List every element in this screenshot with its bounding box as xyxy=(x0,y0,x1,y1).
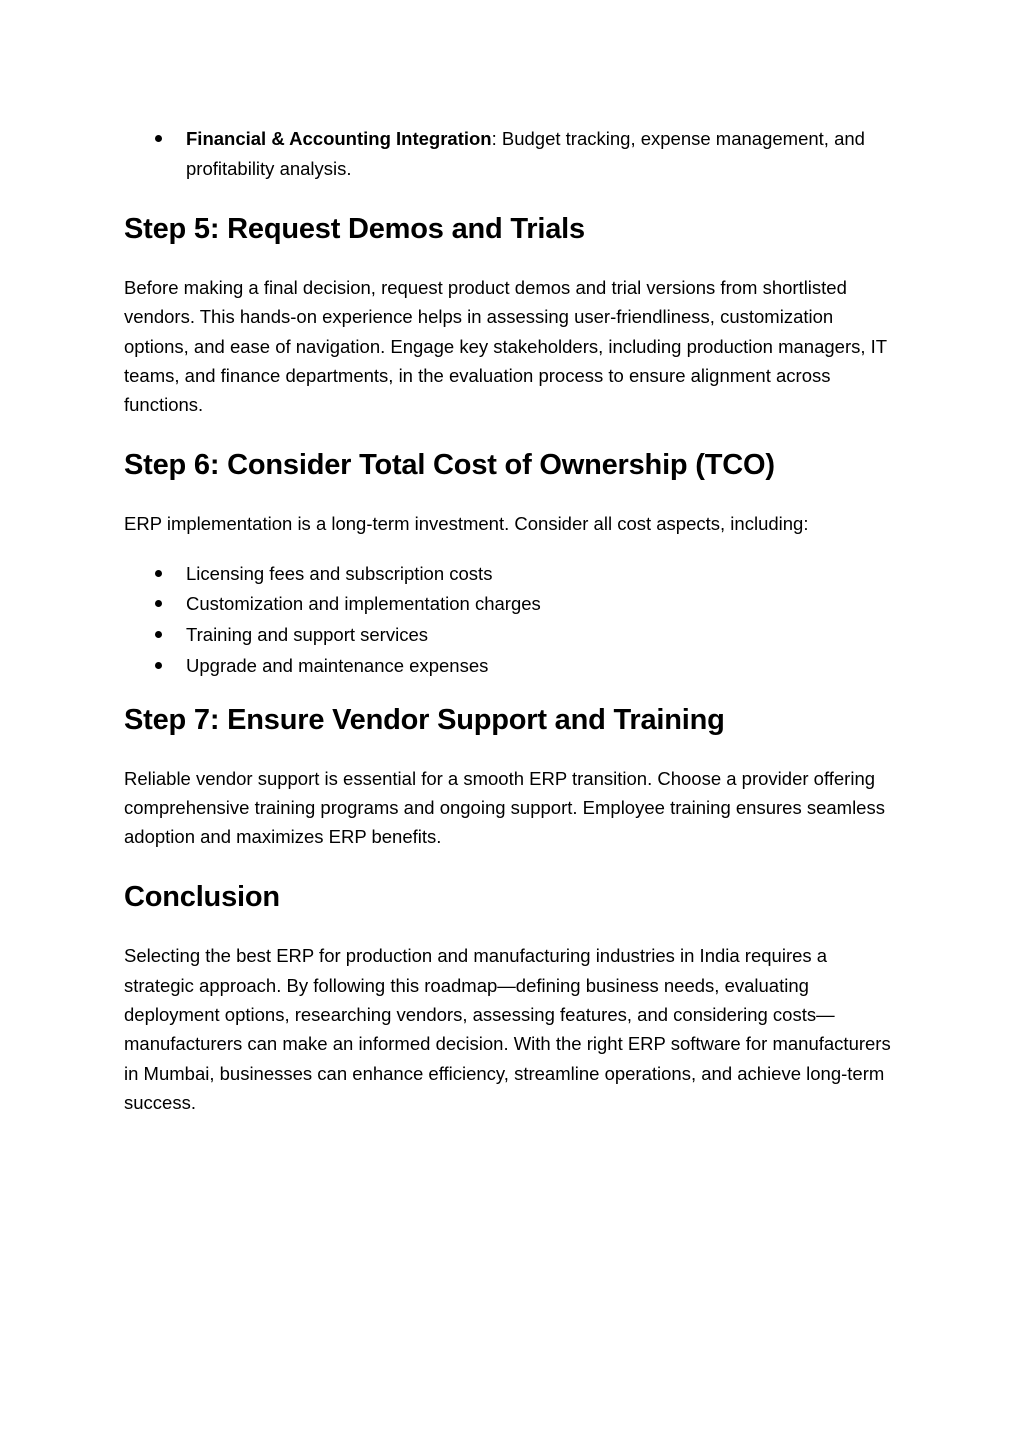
step6-heading: Step 6: Consider Total Cost of Ownership (TCO) xyxy=(124,449,775,482)
list-item xyxy=(124,124,899,183)
list-item xyxy=(124,559,899,590)
conclusion-paragraph: Selecting the best ERP for production and manufacturing industries in India requires a strategic approach. By following this roadmap—defining business needs, evaluating deployment options, researching vendors, assessing features, and considering costs—manufacturers can make an informed decision. With the right ERP software for manufacturers in Mumbai, businesses can enhance efficiency, streamline operations, and achieve long-term success. xyxy=(124,945,891,1113)
features-list xyxy=(124,124,899,183)
cost-list xyxy=(124,559,899,682)
step5-paragraph: Before making a final decision, request product demos and trial versions from shortlisted vendors. This hands-on experience helps in assessing user-friendliness, customization options, and ease of navigation. Engage key stakeholders, including production managers, IT teams, and finance departments, in the evaluation process to ensure alignment across functions. xyxy=(124,277,887,416)
step6-intro: ERP implementation is a long-term investment. Consider all cost aspects, including: xyxy=(124,513,809,535)
list-item-text: Licensing fees and subscription costs xyxy=(186,562,493,584)
list-item-text: Upgrade and maintenance expenses xyxy=(186,654,489,676)
list-item-lead: Financial & Accounting Integration xyxy=(186,128,492,149)
list-item-text: : Budget tracking, expense management, and profitability analysis. xyxy=(186,128,865,179)
list-item xyxy=(124,589,899,620)
bullet-icon xyxy=(155,135,162,142)
bullet-icon xyxy=(155,662,162,669)
bullet-icon xyxy=(155,600,162,607)
bullet-icon xyxy=(155,631,162,638)
document-page xyxy=(124,124,899,1117)
list-item-text: Training and support services xyxy=(186,624,428,646)
step5-heading: Step 5: Request Demos and Trials xyxy=(124,213,585,245)
conclusion-heading: Conclusion xyxy=(124,881,280,914)
bullet-icon xyxy=(155,570,162,577)
list-item-text: Customization and implementation charges xyxy=(186,593,541,615)
step7-heading: Step 7: Ensure Vendor Support and Training xyxy=(124,703,725,736)
step7-paragraph: Reliable vendor support is essential for a smooth ERP transition. Choose a provider offering comprehensive training programs and ongoing support. Employee training ensures seamless adoption and maximizes ERP benefits. xyxy=(124,767,885,848)
list-item xyxy=(124,651,899,682)
list-item xyxy=(124,620,899,651)
